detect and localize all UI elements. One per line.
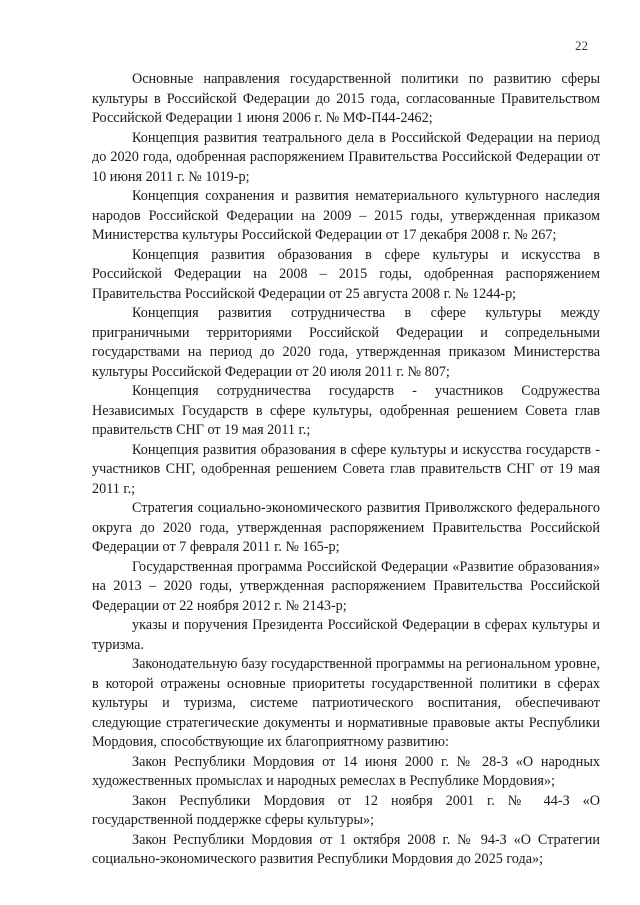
paragraph: Основные направления государственной политики по развитию сферы культуры в Российской Федерации до 2015 года, согласованные Правительством Российской Федерации 1 июня 2006 г. № МФ-П44-2462; <box>92 71 600 126</box>
paragraph: Закон Республики Мордовия от 12 ноября 2001 г. № 44-З «О государственной поддержке сферы культуры»; <box>92 792 600 828</box>
paragraph: Концепция развития образования в сфере культуры и искусства в Российской Федерации на 2008 – 2015 годы, одобренная распоряжением Правительства Российской Федерации от 25 августа 2008 г. № 1244-р; <box>92 246 600 302</box>
paragraph: Концепция сохранения и развития нематериального культурного наследия народов Российской Федерации на 2009 – 2015 годы, утвержденная приказом Министерства культуры Российской Федерации от 17 декабря 2008 г. № 267; <box>92 188 600 243</box>
paragraph: Концепция развития театрального дела в Российской Федерации на период до 2020 года, одобренная распоряжением Правительства Российской Федерации от 10 июня 2011 г. № 1019-р; <box>92 129 600 185</box>
paragraph: указы и поручения Президента Российской Федерации в сферах культуры и туризма. <box>92 617 600 653</box>
paragraph: Законодательную базу государственной программы на региональном уровне, в которой отражены основные приоритеты государственной политики в сферах культуры и туризма, системе патриотического воспитания, обеспечивают следующие стратегические документы и нормативные правовые акты Республики Мордовия, способствующие их благоприятному развитию: <box>92 656 600 750</box>
document-body <box>92 70 600 870</box>
paragraph: Концепция сотрудничества государств - участников Содружества Независимых Государств в сфере культуры, одобренная решением Совета глав правительств СНГ от 19 мая 2011 г.; <box>92 383 600 438</box>
paragraph: Закон Республики Мордовия от 1 октября 2008 г. № 94-З «О Стратегии социально-экономического развития Республики Мордовия до 2025 года»; <box>92 831 600 867</box>
paragraph: Концепция развития сотрудничества в сфере культуры между приграничными территориями Российской Федерации и сопредельными государствами на период до 2020 года, утвержденная приказом Министерства культуры Российской Федерации от 20 июля 2011 г. № 807; <box>92 305 600 380</box>
paragraph: Государственная программа Российской Федерации «Развитие образования» на 2013 – 2020 годы, утвержденная распоряжением Правительства Российской Федерации от 22 ноября 2012 г. № 2143-р; <box>92 558 600 614</box>
paragraph: Концепция развития образования в сфере культуры и искусства государств - участников СНГ, одобренная решением Совета глав правительств СНГ от 19 мая 2011 г.; <box>92 441 600 497</box>
paragraph: Закон Республики Мордовия от 14 июня 2000 г. № 28-З «О народных художественных промыслах и народных ремеслах в Республике Мордовия»; <box>92 753 600 789</box>
page-number: 22 <box>575 38 588 53</box>
paragraph: Стратегия социально-экономического развития Приволжского федерального округа до 2020 года, утвержденная распоряжением Правительства Российской Федерации от 7 февраля 2011 г. № 165-р; <box>92 500 600 555</box>
